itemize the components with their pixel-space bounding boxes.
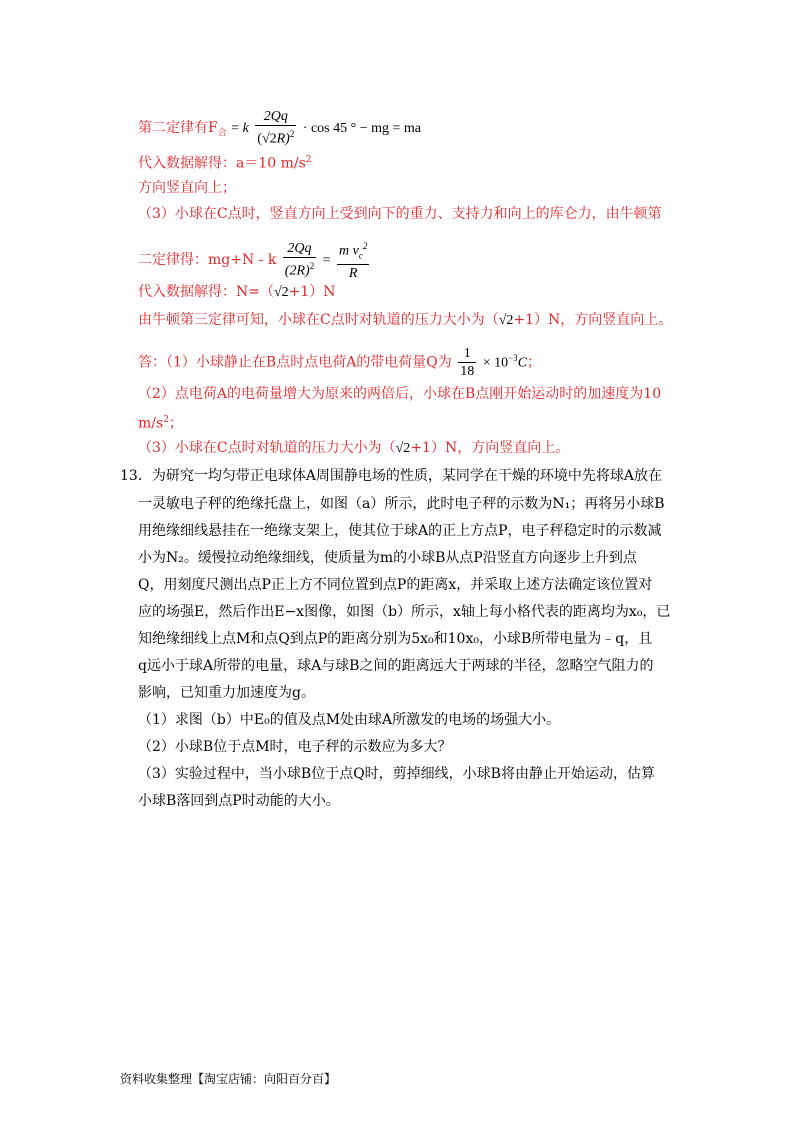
problem-13-line-8: q远小于球A所带的电量，球A与球B之间的距离远大于两球的半径，忽略空气阻力的 [138,658,654,674]
subscript: 合 [217,128,227,139]
problem-13-line-3: 用绝缘细线悬挂在一绝缘支架上，使其位于球A的正上方点P，电子秤稳定时的示数减 [138,523,662,539]
unit: C [517,355,528,371]
question-3-line-1: （3）实验过程中，当小球B位于点Q时，剪掉细线，小球B将由静止开始运动，估算 [138,766,655,782]
coulomb-fraction [255,108,296,148]
text: 答：（1）小球静止在B点时点电荷A的带电荷量Q为 [138,354,452,371]
text: +1）N，方向竖直向上。 [513,312,673,328]
fraction-denominator: R) [276,131,290,147]
sqrt-2: √2 [261,131,277,147]
constant-k: k [242,120,249,136]
charge-fraction [458,345,476,380]
question-3-line-2: 小球B落回到点P时动能的大小。 [138,793,340,809]
fraction-denominator: 18 [460,364,475,379]
fraction-denominator: R [348,266,358,282]
text: +1）N，方向竖直向上。 [410,440,570,456]
page-footer: 资料收集整理【淘宝店铺：向阳百分百】 [120,1072,337,1086]
result-text: 代入数据解得：a＝10 m/s [138,155,306,172]
problem-13-line-2: 一灵敏电子秤的绝缘托盘上，如图（a）所示，此时电子秤的示数为N₁；再将另小球B [138,496,665,512]
equation-rest: · cos 45 ° − mg = ma [302,120,422,136]
fraction-denominator: (2R) [284,264,310,280]
exponent: 2 [163,415,169,425]
problem-13-line-1: 13．为研究一均匀带正电球体A周围静电场的性质，某同学在干燥的环境中先将球A放在 [120,468,663,484]
problem-13-line-7: 知绝缘细线上点M和点Q到点P的距离分别为5x₀和10x₀，小球B所带电量为﹣q，且 [138,631,653,647]
fraction-numerator: 2Qq [283,240,316,258]
problem-13-line-4: 小为N₂。缓慢拉动绝缘细线，使质量为m的小球B从点P沿竖直方向逐步上升到点 [138,550,637,566]
solution-line-7 [138,311,672,330]
solution-line-4: （3）小球在C点时，竖直方向上受到向下的重力、支持力和向上的库仑力，由牛顿第 [138,206,662,222]
exponent: 2 [305,155,312,165]
answer-2-line-1: （2）点电荷A的电荷量增大为原来的两倍后，小球在B点刚开始运动时的加速度为10 [138,386,662,402]
unit: m/s [138,415,164,432]
exponent: 2 [289,129,295,139]
fraction-numerator: 2Qq [255,108,296,126]
answer-1 [138,345,541,380]
solution-equation-1: 第二定律有$F_合 = k$ $\frac{2Qq}{(√2R)^2}$ · cos 45 ° − mg = ma [138,109,422,147]
fraction-numerator: m v [339,243,359,259]
text: +1）N [288,284,336,300]
sqrt-2: √2 [273,285,289,300]
exponent: 2 [362,241,368,251]
problem-13-line-5: Q，用刻度尺测出点P正上方不同位置到点P的距离x，并采取上述方法确定该位置对 [138,577,653,593]
text: 由牛顿第三定律可知，小球在C点时对轨道的压力大小为（ [138,312,499,328]
answer-2-line-2 [138,411,183,433]
sqrt-2: √2 [395,441,411,456]
times-ten: × 10 [482,355,509,371]
subscript: c [358,250,363,261]
solution-line-6 [138,283,336,302]
text: 代入数据解得：N=（ [138,284,274,300]
text: ； [168,415,183,432]
problem-13-line-9: 影响，已知重力加速度为g。 [138,685,315,701]
problem-13-line-6: 应的场强E，然后作出E−x图像，如图（b）所示，x轴上每小格代表的距离均为x₀，已 [138,604,671,620]
coulomb-fraction [283,240,316,280]
solution-line-2 [138,151,312,173]
centripetal-fraction [337,238,369,282]
fraction-numerator: 1 [458,345,476,363]
exponent: 2 [309,261,315,272]
solution-equation-2: 二定律得：mg+N - k $\frac{2Qq}{(2R)^2}$ = $\frac{m v_c^2}{R}$ [138,238,371,282]
text: （3）小球在C点时对轨道的压力大小为（ [138,440,396,456]
paren: ( [257,131,262,147]
question-1: （1）求图（b）中E₀的值及点M处由球A所激发的电场的场强大小。 [138,712,561,728]
answer-3 [138,439,569,458]
solution-line-3: 方向竖直向上； [138,180,236,196]
exponent: −3 [508,352,518,363]
question-2: （2）小球B位于点M时，电子秤的示数应为多大？ [138,739,452,755]
equation-label: 第二定律有F [138,119,218,136]
text: ； [527,354,542,371]
sqrt-2: √2 [498,313,514,328]
equation-label: 二定律得：mg+N - k [138,252,277,269]
